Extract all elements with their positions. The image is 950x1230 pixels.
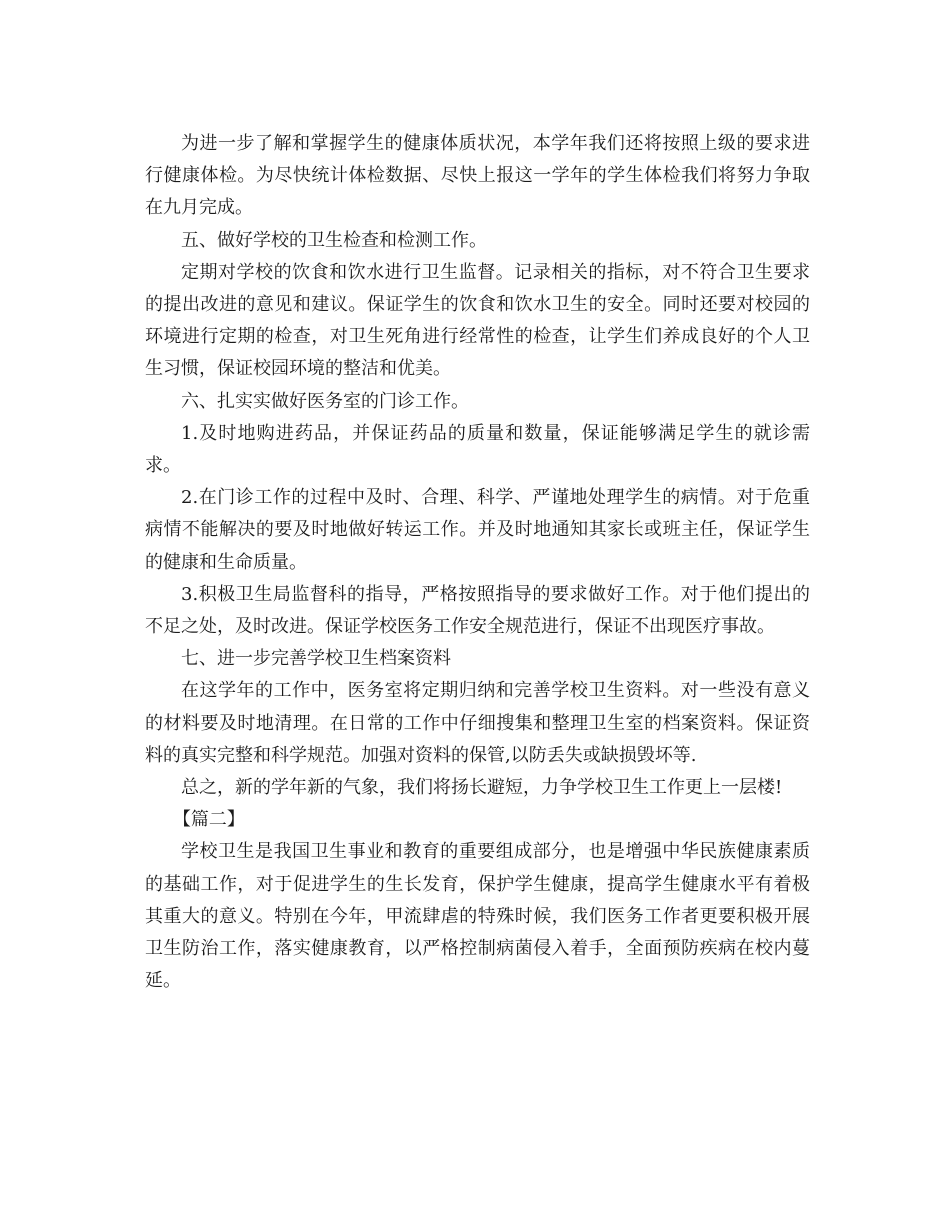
section-mark-part-two: 【篇二】 (172, 809, 245, 831)
paragraph-item-3: 3.积极卫生局监督科的指导，严格按照指导的要求做好工作。对于他们提出的不足之处，及时改进。保证学校医务工作安全规范进行，保证不出现医疗事故。 (145, 583, 810, 638)
paragraph-hygiene-supervision: 定期对学校的饮食和饮水进行卫生监督。记录相关的指标，对不符合卫生要求的提出改进的意见和建议。保证学生的饮食和饮水卫生的安全。同时还要对校园的环境进行定期的检查，对卫生死角进行经常性的检查，让学生们养成良好的个人卫生习惯，保证校园环境的整洁和优美。 (145, 261, 810, 380)
paragraph-health-checkup: 为进一步了解和掌握学生的健康体质状况，本学年我们还将按照上级的要求进行健康体检。为尽快统计体检数据、尽快上报这一学年的学生体检我们将努力争取在九月完成。 (145, 133, 810, 219)
paragraph-school-hygiene: 学校卫生是我国卫生事业和教育的重要组成部分，也是增强中华民族健康素质的基础工作，对于促进学生的生长发育，保护学生健康，提高学生健康水平有着极其重大的意义。特别在今年，甲流肆虐的特殊时候，我们医务工作者更要积极开展卫生防治工作，落实健康教育，以严格控制病菌侵入着手，全面预防疾病在校内蔓延。 (145, 841, 810, 992)
paragraph-item-2: 2.在门诊工作的过程中及时、合理、科学、严谨地处理学生的病情。对于危重病情不能解决的要及时地做好转运工作。并及时地通知其家长或班主任，保证学生的健康和生命质量。 (145, 487, 810, 573)
paragraph-item-1: 1.及时地购进药品，并保证药品的质量和数量，保证能够满足学生的就诊需求。 (145, 422, 810, 477)
paragraph-archives: 在这学年的工作中，医务室将定期归纳和完善学校卫生资料。对一些没有意义的材料要及时地清理。在日常的工作中仔细搜集和整理卫生室的档案资料。保证资料的真实完整和科学规范。加强对资料的保管,以防丢失或缺损毁坏等. (145, 680, 810, 766)
heading-section-six: 六、扎实实做好医务室的门诊工作。 (181, 390, 469, 412)
paragraph-conclusion: 总之，新的学年新的气象，我们将扬长避短，力争学校卫生工作更上一层楼! (181, 777, 783, 799)
heading-section-seven: 七、进一步完善学校卫生档案资料 (181, 648, 451, 670)
document-body (145, 128, 810, 997)
heading-section-five: 五、做好学校的卫生检查和检测工作。 (181, 229, 487, 251)
